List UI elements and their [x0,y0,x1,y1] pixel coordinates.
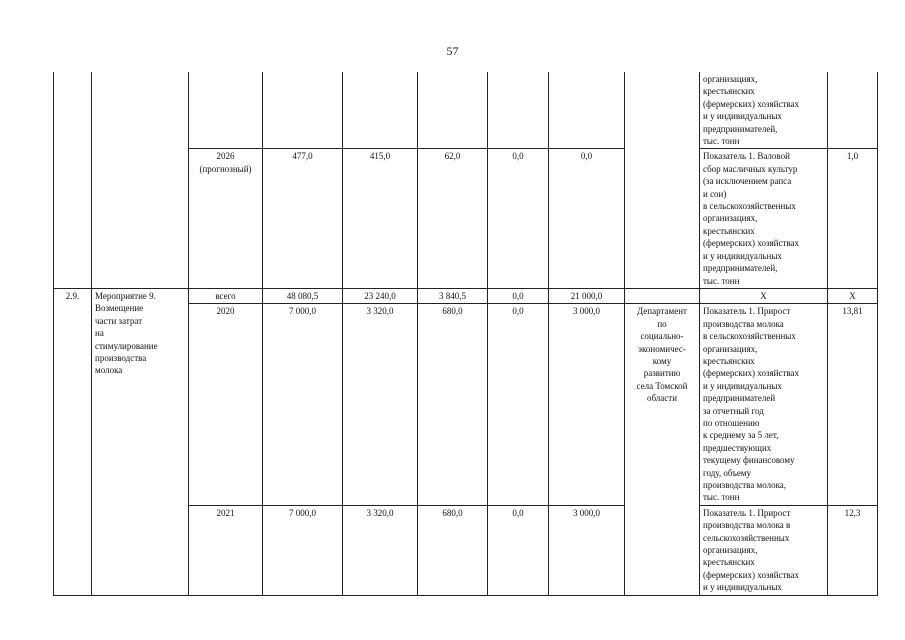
cell-year: 2020 [189,304,263,506]
cell-extra: 0,0 [549,149,625,288]
cell-regional: 62,0 [418,149,488,288]
table-row-total [54,288,878,303]
cell-total: 7 000,0 [263,304,343,506]
cell-year: 2026 (прогнозный) [189,149,263,288]
cell-local: 0,0 [488,288,549,303]
cell-federal: 415,0 [343,149,418,288]
cell-executor [625,288,700,303]
cell-extra: 21 000,0 [549,288,625,303]
cell-federal: 3 320,0 [343,505,418,595]
cell-regional [418,72,488,149]
cell-year: 2021 [189,505,263,595]
cell-regional: 680,0 [418,505,488,595]
cell-extra: 3 000,0 [549,505,625,595]
cell-executor: Департамент по социально- экономичес- кому развитию села Томской области [625,304,700,595]
cell-value: 13,81 [828,304,878,506]
cell-local [488,72,549,149]
cell-num [54,72,92,288]
cell-indicator: Показатель 1. Валовой сбор масличных культур (за исключением рапса и сои) в сельскохозяйственных организациях, крестьянских (фермерских) хозяйствах и у индивидуальных предпринимателей, тыс. тонн [700,149,828,288]
cell-year [189,72,263,149]
cell-total [263,72,343,149]
cell-num: 2.9. [54,288,92,595]
cell-total: 7 000,0 [263,505,343,595]
cell-local: 0,0 [488,149,549,288]
cell-indicator: Показатель 1. Прирост производства молока в сельскохозяйственных организациях, крестьянских (фермерских) хозяйствах и у индивидуальных предпринимателей за отчетный год по отношению к среднему за 5 лет, предшествующих текущему финансовому году, объему производства молока, тыс. тонн [700,304,828,506]
cell-local: 0,0 [488,304,549,506]
cell-federal: 3 320,0 [343,304,418,506]
cell-indicator: Показатель 1. Прирост производства молока в сельскохозяйственных организациях, крестьянских (фермерских) хозяйствах и у индивидуальных [700,505,828,595]
cell-year: всего [189,288,263,303]
cell-executor [625,72,700,288]
cell-name [92,72,189,288]
cell-indicator: организациях, крестьянских (фермерских) хозяйствах и у индивидуальных предпринимателей, тыс. тонн [700,72,828,149]
cell-value: 1,0 [828,149,878,288]
page-number: 57 [446,44,459,58]
cell-federal: 23 240,0 [343,288,418,303]
cell-regional: 3 840,5 [418,288,488,303]
cell-extra: 3 000,0 [549,304,625,506]
cell-indicator: Х [700,288,828,303]
table-row-continuation [54,72,878,149]
cell-name: Мероприятие 9. Возмещение части затрат на стимулирование производства молока [92,288,189,595]
cell-value [828,72,878,149]
cell-local: 0,0 [488,505,549,595]
cell-federal [343,72,418,149]
cell-value: 12,3 [828,505,878,595]
cell-regional: 680,0 [418,304,488,506]
cell-value: Х [828,288,878,303]
cell-total: 477,0 [263,149,343,288]
cell-total: 48 080,5 [263,288,343,303]
program-table [53,72,878,596]
cell-extra [549,72,625,149]
